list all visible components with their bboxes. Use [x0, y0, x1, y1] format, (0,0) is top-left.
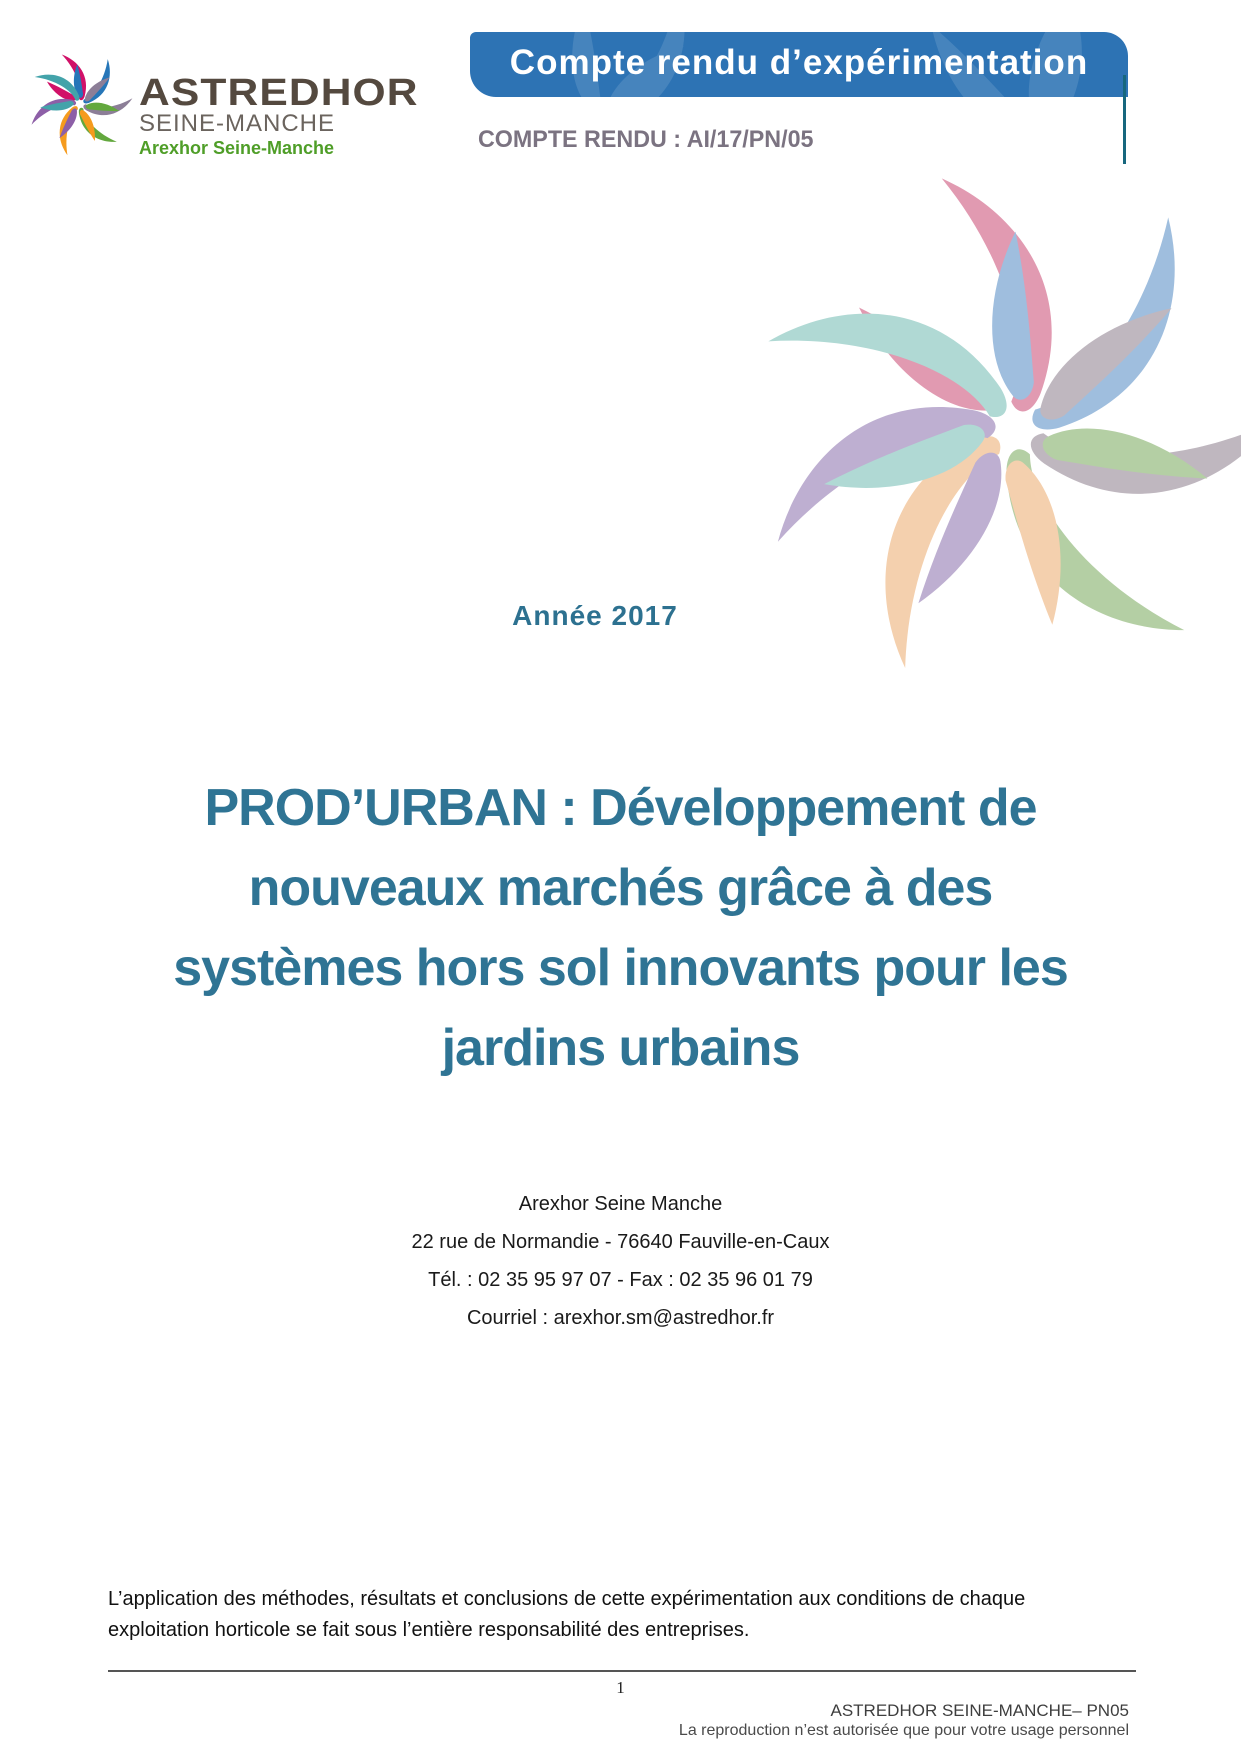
contact-block: [0, 1185, 1241, 1337]
page-title-line: nouveaux marchés grâce à des: [248, 859, 993, 917]
decor-petal: [964, 381, 1241, 656]
contact-org-name: Arexhor Seine Manche: [518, 1193, 723, 1215]
logo-brand-text: ASTREDHOR: [139, 72, 419, 114]
page-number: 1: [616, 1678, 625, 1697]
disclaimer-text: L’application des méthodes, résultats et conclusions de cette expérimentation aux conditions de chaque exploitation horticole se fait sous l’entière responsabilité des entreprises.: [108, 1588, 1026, 1641]
footer-right-block: [679, 1700, 1129, 1741]
contact-phone-fax: Tél. : 02 35 95 97 07 - Fax : 02 35 96 01 79: [428, 1269, 813, 1291]
page-title-line: jardins urbains: [441, 1019, 800, 1077]
footer-org-line: ASTREDHOR SEINE-MANCHE– PN05: [830, 1701, 1129, 1720]
astredhor-logo-flower-icon: [26, 45, 134, 163]
report-reference-label: COMPTE RENDU : AI/17/PN/05: [478, 126, 814, 153]
logo-subtitle-text: Arexhor Seine-Manche: [139, 138, 335, 158]
footer-divider: [108, 1670, 1136, 1672]
footer-copyright-line: La reproduction n’est autorisée que pour votre usage personnel: [678, 1722, 1129, 1739]
report-type-banner: [470, 32, 1128, 97]
page-title-line: PROD’URBAN : Développement de: [204, 779, 1037, 837]
logo-region-text: SEINE-MANCHE: [139, 110, 336, 137]
banner-title: Compte rendu d’expérimentation: [509, 43, 1089, 82]
page-title-line: systèmes hors sol innovants pour les: [173, 939, 1068, 997]
logo-petal: [71, 94, 130, 148]
year-label: Année 2017: [512, 600, 678, 631]
contact-address: 22 rue de Normandie - 76640 Fauville-en-Caux: [411, 1231, 830, 1253]
decorative-flower-graphic: [753, 168, 1241, 692]
page-title: [60, 768, 1181, 1088]
contact-email: Courriel : arexhor.sm@astredhor.fr: [466, 1307, 775, 1329]
